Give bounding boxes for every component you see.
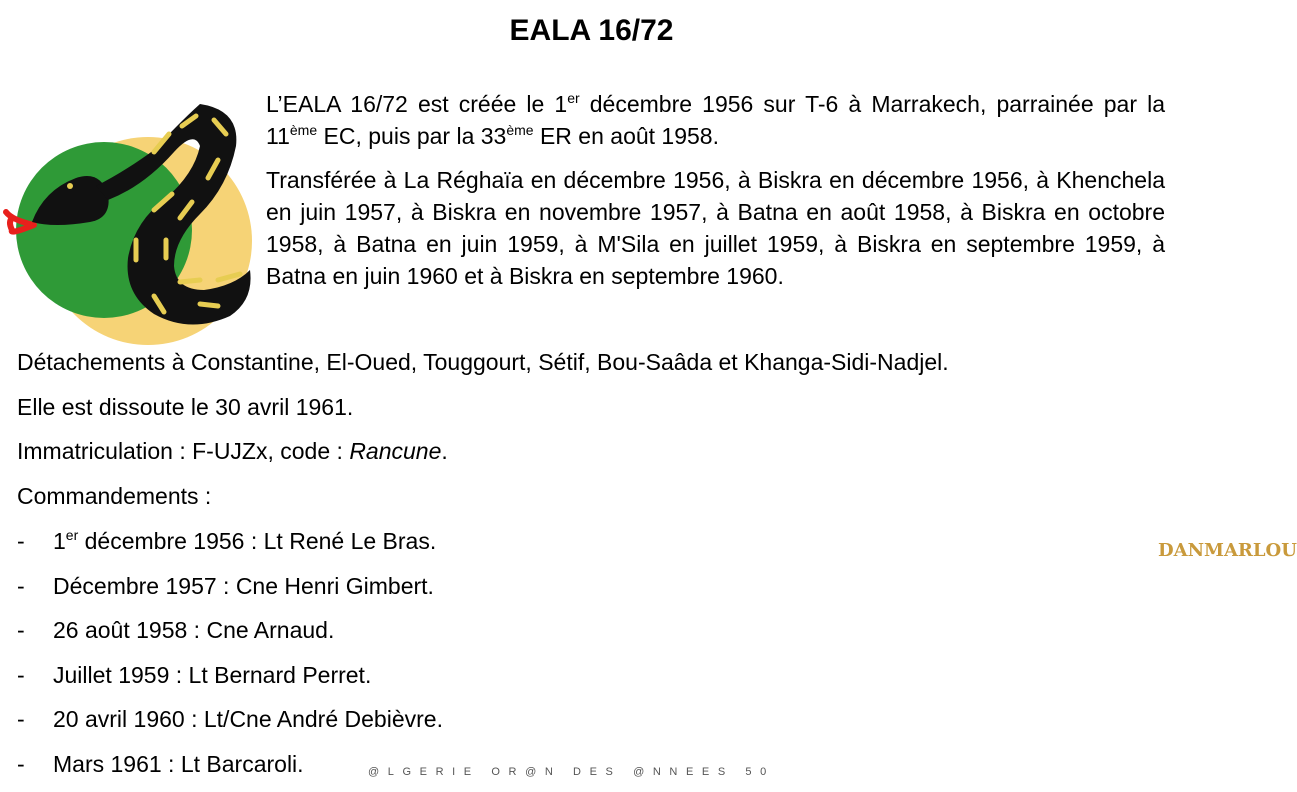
list-item: - Mars 1961 : Lt Barcaroli. xyxy=(17,748,443,792)
intro-paragraph-transfers: Transférée à La Réghaïa en décembre 1956, à Biskra en décembre 1956, à Khenchela en juin 1957, à Biskra en novembre 1957, à Batna en août 1958, à Biskra en octobre 1958, à Batna en juin 1959, à M'Sila en juillet 1959, à Biskra en septembre 1959, à Batna en juin 1960 et à Biskra en septembre 1960. xyxy=(266,164,1165,292)
list-item: - 20 avril 1960 : Lt/Cne André Debièvre. xyxy=(17,703,443,748)
commandements-list xyxy=(17,525,443,792)
details-section xyxy=(17,346,1167,524)
list-item: - 1er décembre 1956 : Lt René Le Bras. xyxy=(17,525,443,570)
list-item: - Décembre 1957 : Cne Henri Gimbert. xyxy=(17,570,443,615)
snake-insignia-icon xyxy=(4,90,258,332)
intro-text xyxy=(266,88,1165,304)
radio-code: Rancune xyxy=(349,438,441,464)
list-item: - 26 août 1958 : Cne Arnaud. xyxy=(17,614,443,659)
commandements-heading: Commandements : xyxy=(17,480,1167,525)
intro-paragraph-creation: L’EALA 16/72 est créée le 1er décembre 1956 sur T-6 à Marrakech, parrainée par la 11ème EC, puis par la 33ème ER en août 1958. xyxy=(266,88,1165,152)
dissolution-line: Elle est dissoute le 30 avril 1961. xyxy=(17,391,1167,436)
list-item: - Juillet 1959 : Lt Bernard Perret. xyxy=(17,659,443,704)
footer-credit: @LGERIE OR@N DES @NNEES 50 xyxy=(368,766,775,778)
page-title: EALA 16/72 xyxy=(0,14,1183,48)
detachements-line: Détachements à Constantine, El-Oued, Touggourt, Sétif, Bou-Saâda et Khanga-Sidi-Nadjel. xyxy=(17,346,1167,391)
watermark: DANMARLOU xyxy=(1158,540,1178,562)
immatriculation-line: Immatriculation : F-UJZx, code : Rancune. xyxy=(17,435,1167,480)
